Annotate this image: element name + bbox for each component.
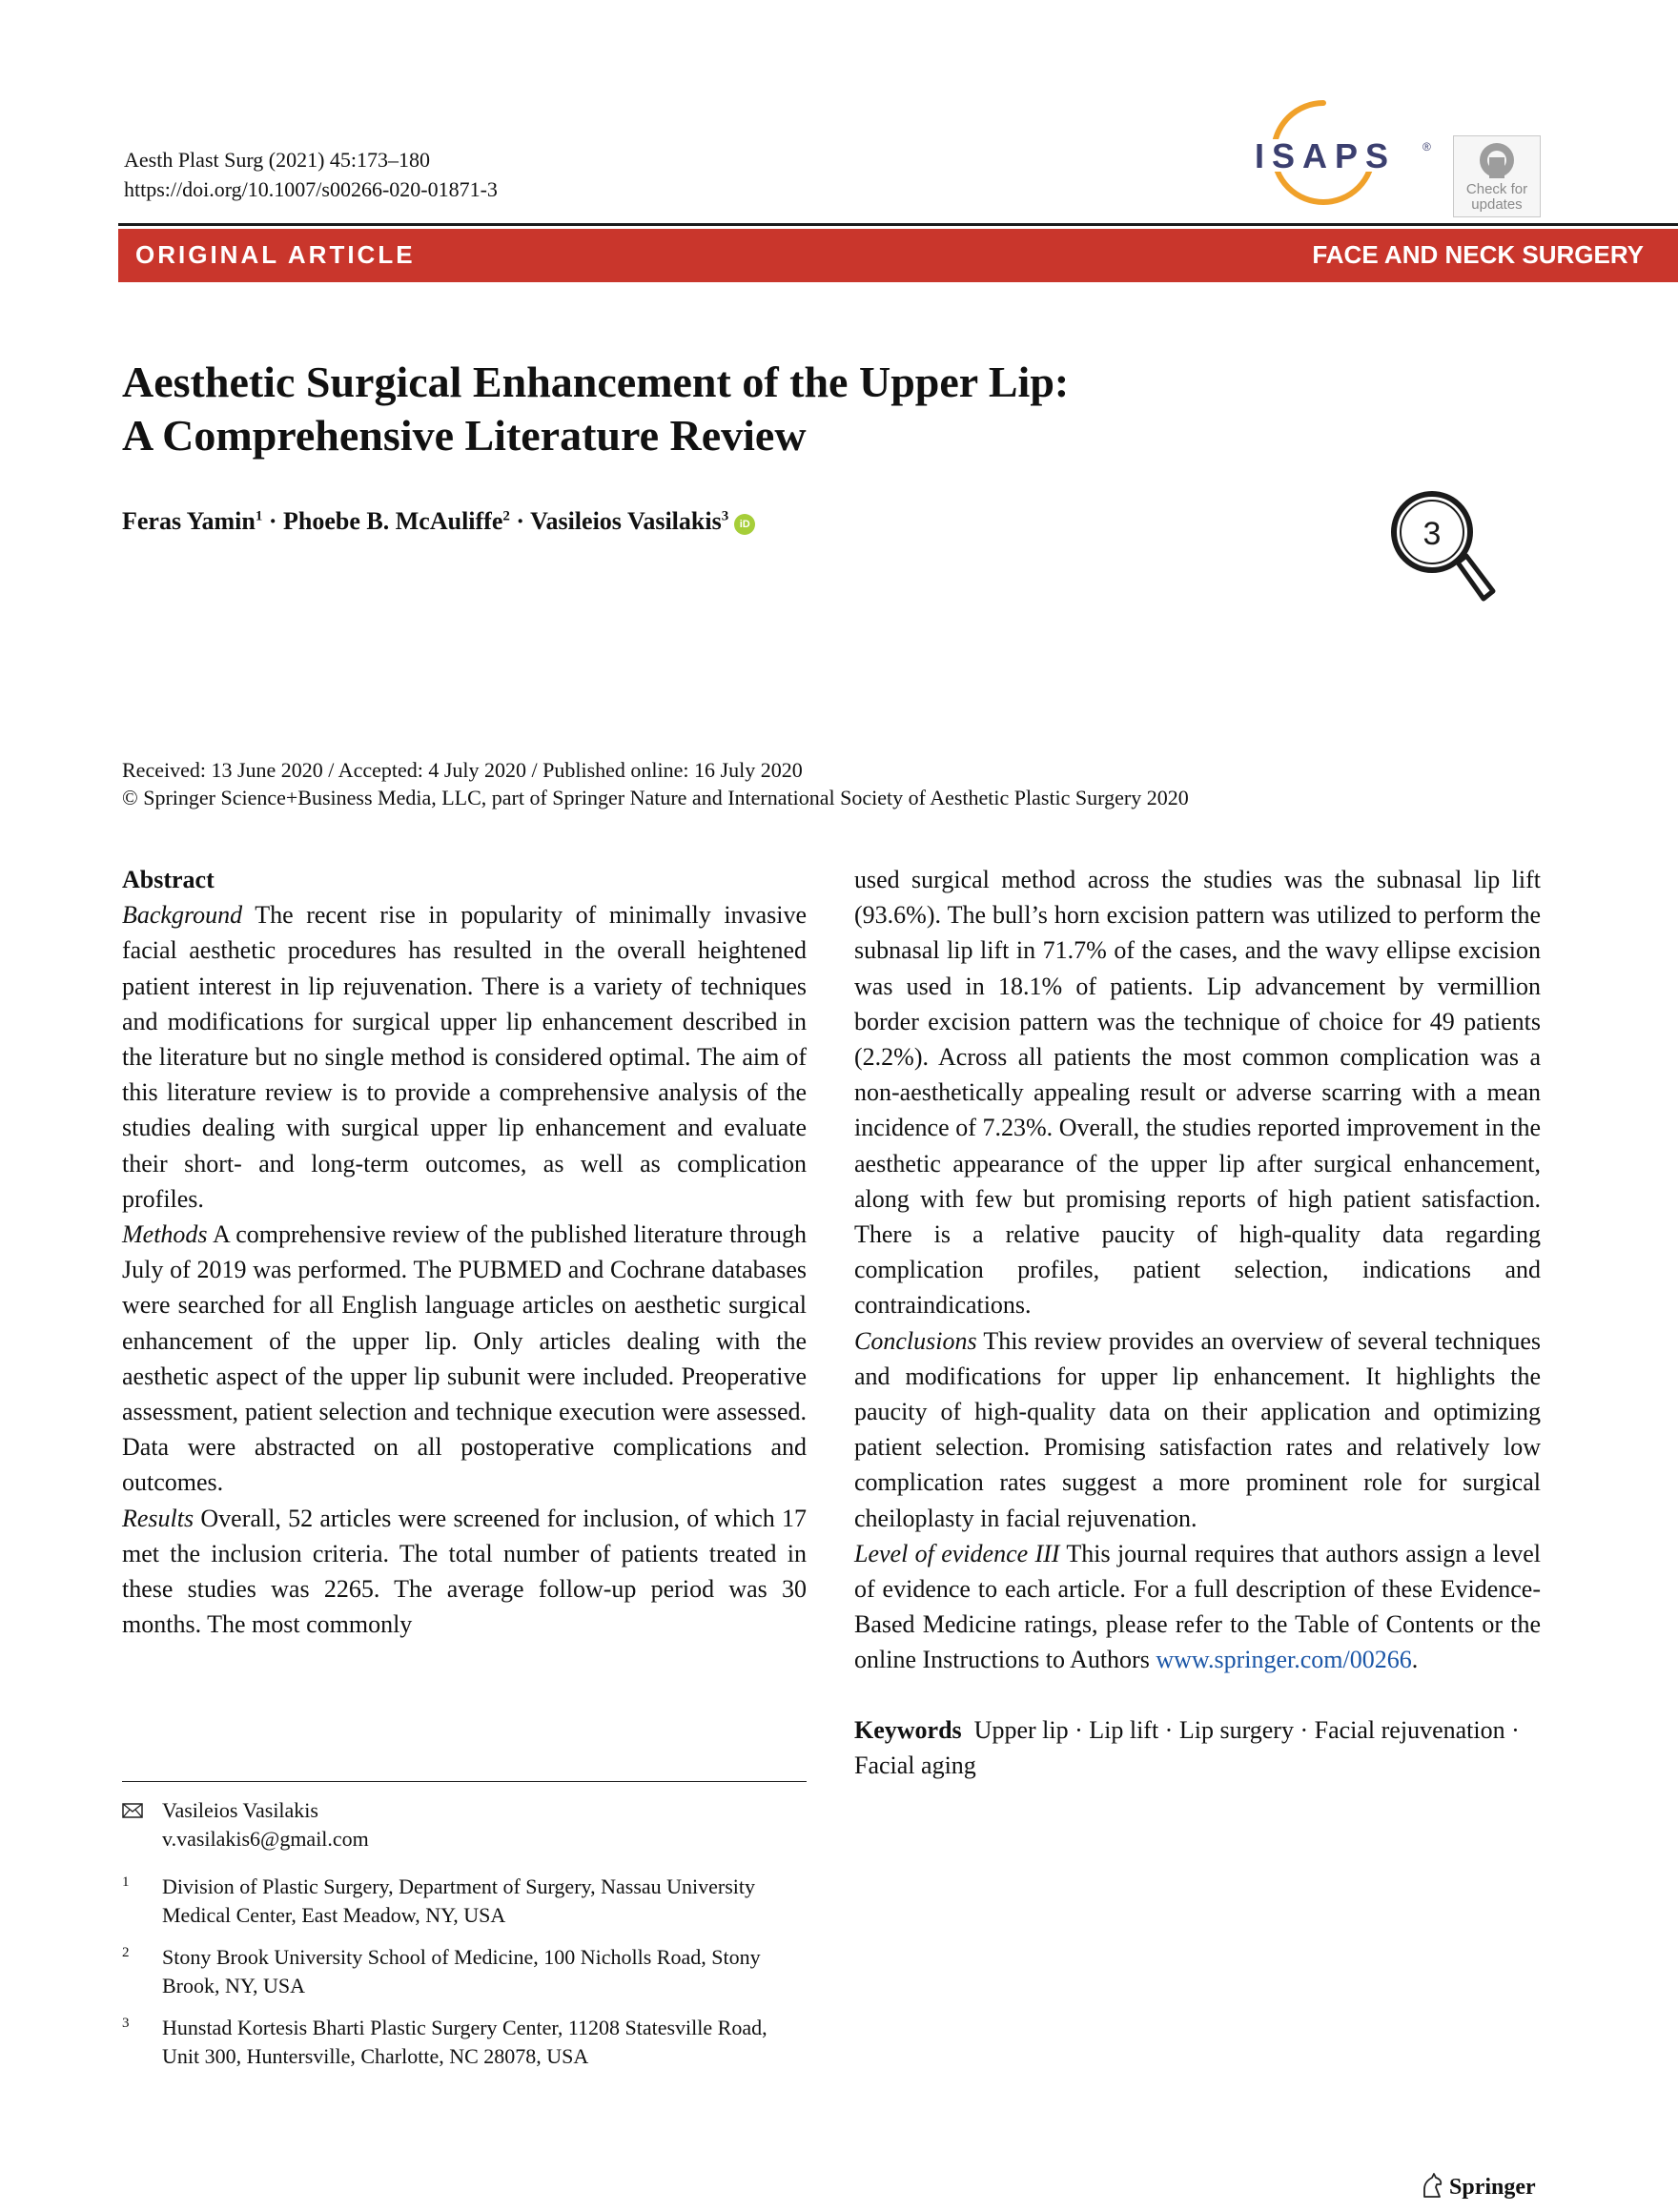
contact-email[interactable]: v.vasilakis6@gmail.com (162, 1827, 369, 1851)
conclusions-text: This review provides an overview of several techniques and modifications for upper lip enhancement. It highlights the paucity of high-quality data on their application and optimizing patient selection. Promising satisfaction rates and relatively low complication rates suggest a more prominent role for surgical cheiloplasty in facial rejuvenation. (854, 1326, 1542, 1532)
article-title (122, 356, 1069, 462)
springer-logo (1419, 2172, 1536, 2201)
conclusions-label: Conclusions (854, 1326, 977, 1355)
contact-name: Vasileios Vasilakis (162, 1798, 318, 1822)
keywords-label: Keywords (854, 1715, 962, 1744)
check-for-updates-badge[interactable] (1453, 135, 1541, 217)
background-text: The recent rise in popularity of minimally invasive facial aesthetic procedures has resulted in the overall heightened patient interest in lip rejuvenation. There is a variety of techniques and modifications for surgical upper lip enhancement described in the literature but no single method is considered optimal. The aim of this literature review is to provide a comprehensive analysis of the studies dealing with surgical upper lip enhancement and evaluate their short- and long-term outcomes, as well as complication profiles. (122, 901, 807, 1213)
affiliation-text: Stony Brook University School of Medicine, 100 Nicholls Road, Stony Brook, NY, USA (162, 1945, 761, 1997)
author-list (122, 507, 755, 536)
methods-text: A comprehensive review of the published literature through July of 2019 was performed. The PUBMED and Cochrane databases were searched for all English language articles on aesthetic surgical enhancement of the upper lip. Only articles dealing with the aesthetic aspect of the upper lip subunit were included. Preoperative assessment, patient selection and technique execution were assessed. Data were abstracted on all postoperative complications and outcomes. (122, 1220, 807, 1497)
article-title-line1: Aesthetic Surgical Enhancement of the Upper Lip: (122, 358, 1070, 406)
author-affiliation-mark: 2 (502, 508, 510, 524)
footnotes (122, 1796, 807, 2084)
check-for-updates-label: Check for updates (1465, 181, 1528, 213)
author-separator: · (509, 507, 531, 535)
magnifier-icon[interactable] (1388, 488, 1499, 612)
author-name[interactable]: Feras Yamin (122, 507, 256, 535)
author-separator: · (262, 507, 284, 535)
article-type-label: ORIGINAL ARTICLE (135, 240, 416, 269)
instructions-link[interactable]: www.springer.com/00266 (1156, 1646, 1412, 1674)
affiliation-item (122, 1873, 807, 1930)
keywords (854, 1712, 1541, 1783)
isaps-logo (1209, 95, 1438, 210)
background-label: Background (122, 901, 243, 930)
journal-citation (124, 145, 498, 204)
copyright-line: © Springer Science+Business Media, LLC, part of Springer Nature and International Society of Aesthetic Plastic Surgery 2020 (122, 786, 1189, 809)
affiliation-mark: 3 (122, 2016, 130, 2031)
journal-volume: Aesth Plast Surg (2021) 45:173–180 (124, 148, 431, 172)
methods-label: Methods (122, 1220, 208, 1249)
results-text: Overall, 52 articles were screened for inclusion, of which 17 met the inclusion criteria. The total number of patients treated in these studies was 2265. The average follow-up period was 30 months. The most commonly (122, 1504, 808, 1639)
affiliation-text: Hunstad Kortesis Bharti Plastic Surgery Center, 11208 Statesville Road, Unit 300, Huntersville, Charlotte, NC 28078, USA (162, 2016, 767, 2068)
footnote-divider (122, 1781, 807, 1782)
dates-line: Received: 13 June 2020 / Accepted: 4 July 2020 / Published online: 16 July 2020 (122, 758, 803, 782)
abstract-background (122, 897, 807, 1217)
svg-text:®: ® (1422, 140, 1431, 154)
mail-icon (122, 1803, 143, 1818)
corresponding-author (122, 1796, 807, 1854)
abstract-conclusions (854, 1323, 1541, 1536)
abstract-right-column (854, 862, 1541, 1783)
abstract-evidence (854, 1536, 1541, 1678)
isaps-logo-text: ISAPS (1255, 136, 1397, 175)
author-affiliation-mark: 1 (255, 508, 263, 524)
results-continued-text: used surgical method across the studies was the subnasal lip lift (93.6%). The bull’s horn excision pattern was utilized to perform the subnasal lip lift in 71.7% of the cases, and the wavy ellipse excision was used in 18.1% of patients. Lip advancement by vermillion border excision pattern was the technique of choice for 49 patients (2.2%). Across all patients the most common complication was a non-aesthetically appealing result or adverse scarring with a mean incidence of 7.23%. Overall, the studies reported improvement in the aesthetic appearance of the upper lip after surgical enhancement, along with few but promising reports of high patient satisfaction. There is a relative paucity of high-quality data regarding complication profiles, patient selection, indications and contraindications. (854, 866, 1541, 1320)
affiliation-item (122, 2014, 807, 2071)
keywords-text: Upper lip · Lip lift · Lip surgery · Facial rejuvenation · Facial aging (854, 1715, 1520, 1779)
abstract-heading: Abstract (122, 866, 215, 893)
evidence-label: Level of evidence III (854, 1539, 1060, 1567)
affiliation-text: Division of Plastic Surgery, Department of Surgery, Nassau University Medical Center, East Meadow, NY, USA (162, 1874, 756, 1927)
doi-link[interactable]: https://doi.org/10.1007/s00266-020-01871-3 (124, 177, 498, 201)
header-divider (118, 223, 1678, 226)
crossmark-icon (1477, 140, 1517, 180)
orcid-icon[interactable]: iD (734, 514, 755, 535)
magnifier-number: 3 (1422, 516, 1442, 552)
article-section-label: FACE AND NECK SURGERY (1312, 240, 1644, 269)
abstract-left-column (122, 862, 807, 1642)
article-title-line2: A Comprehensive Literature Review (122, 411, 807, 460)
results-label: Results (122, 1504, 194, 1532)
affiliation-mark: 2 (122, 1945, 130, 1960)
article-type-banner (118, 229, 1678, 282)
evidence-text: This journal requires that authors assign a level of evidence to each article. For a full description of these Evidence-Based Medicine ratings, please refer to the Table of Contents or the online Instructions to Authors (854, 1539, 1542, 1674)
affiliation-mark: 1 (122, 1874, 130, 1890)
author-affiliation-mark: 3 (721, 508, 729, 524)
author-name[interactable]: Vasileios Vasilakis (530, 507, 722, 535)
springer-logo-text: Springer (1449, 2175, 1536, 2200)
author-name[interactable]: Phoebe B. McAuliffe (283, 507, 503, 535)
affiliation-item (122, 1943, 807, 2000)
publication-dates (122, 756, 1189, 811)
springer-horse-icon (1419, 2172, 1445, 2199)
abstract-methods (122, 1217, 807, 1501)
abstract-results (122, 1501, 807, 1643)
evidence-end: . (1411, 1646, 1419, 1674)
